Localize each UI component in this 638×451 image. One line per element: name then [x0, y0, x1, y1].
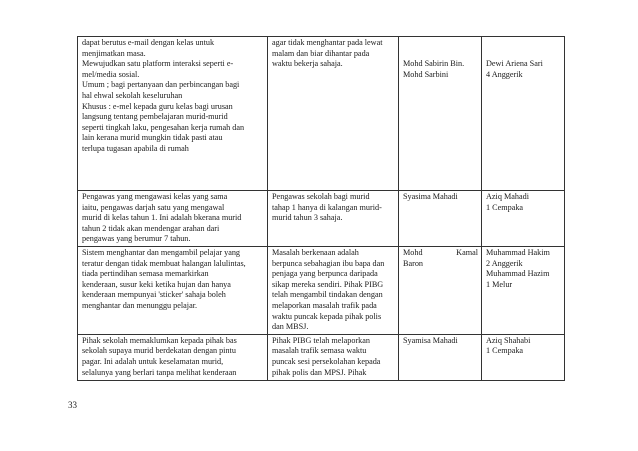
text-line: Mohd Sabirin Bin.	[403, 59, 465, 68]
text-line: dan MBSJ.	[272, 322, 309, 332]
text-line: puncak sesi persekolahan kepada	[272, 356, 381, 366]
text-line: pagar. Ini adalah untuk keselamatan murid,	[82, 356, 224, 366]
cell-description	[78, 37, 268, 191]
text-line: menghantar dan menunggu pelajar.	[82, 300, 198, 310]
text-line: agar tidak menghantar pada lewat	[272, 38, 383, 47]
text-line: pengawas yang berumur 7 tahun.	[82, 234, 191, 244]
text-line: selalunya yang berlari tanpa melihat kenderaan	[82, 367, 237, 377]
text-line: menjimatkan masa.	[82, 48, 146, 58]
text-line: Dewi Ariena Sari	[486, 59, 543, 68]
text-line: 1 Cempaka	[486, 346, 524, 356]
cell-action	[268, 191, 399, 247]
cell-description	[78, 334, 268, 380]
text-line: Sistem menghantar dan mengambil pelajar yang	[82, 248, 241, 257]
text-line: Aziq Shahabi	[486, 335, 531, 345]
text-line: teratur dengan tidak membuat halangan lalulintas,	[82, 258, 246, 268]
document-table	[77, 36, 565, 381]
cell-student	[482, 247, 565, 335]
text-line: Masalah berkenaan adalah	[272, 248, 359, 257]
cell-respondent	[399, 191, 482, 247]
cell-action	[268, 37, 399, 191]
text-line: berpunca sebahagian ibu bapa dan	[272, 258, 385, 268]
cell-respondent	[399, 37, 482, 191]
name-second: Kamal	[456, 248, 478, 257]
text-line: terlupa tugasan apabila di rumah	[82, 143, 189, 153]
text-line: melaporkan masalah trafik pada	[272, 300, 377, 310]
table-row	[78, 247, 565, 335]
cell-description	[78, 191, 268, 247]
text-line: seperti tingkah laku, pengesahan kerja rumah dan	[82, 122, 245, 132]
text-line: masalah trafik semasa waktu	[272, 346, 367, 356]
text-line: Pengawas yang mengawasi kelas yang sama	[82, 192, 228, 201]
text-line: iaitu, pengawas darjah satu yang mengawal	[82, 202, 225, 212]
table-row	[78, 334, 565, 380]
text-line: Aziq Mahadi	[486, 192, 529, 201]
text-line: 2 Anggerik	[486, 258, 523, 268]
text-line: waktu puncak kepada pihak polis	[272, 311, 382, 321]
table-row	[78, 191, 565, 247]
text-line: langsung tentang pembelajaran murid-murid	[82, 112, 228, 122]
cell-respondent	[399, 334, 482, 380]
text-line: Mewujudkan satu platform interaksi seperti e-	[82, 59, 234, 69]
text-line: Muhammad Hazim	[486, 269, 550, 279]
text-line: sikap mereka sendiri. Pihak PIBG	[272, 279, 384, 289]
text-line: pihak polis dan MPSJ. Pihak	[272, 367, 367, 377]
text-line: telah mengambil tindakan dengan	[272, 290, 383, 300]
text-line: 1 Cempaka	[486, 202, 524, 212]
page-number: 33	[68, 400, 77, 410]
text-line: kenderaan mempunyai 'sticker' sahaja boleh	[82, 290, 226, 300]
text-line: tahap 1 hanya di kalangan murid-	[272, 202, 382, 212]
text-line: 4 Anggerik	[486, 69, 523, 79]
cell-student	[482, 191, 565, 247]
text-line: lain kerana murid mungkin tidak pasti atau	[82, 133, 223, 143]
table-row	[78, 37, 565, 191]
text-line: 1 Melur	[486, 279, 513, 289]
cell-description	[78, 247, 268, 335]
text-line: hal ehwal sekolah keseluruhan	[82, 90, 183, 100]
text-line: mel/media sosial.	[82, 69, 140, 79]
text-line: kenderaan, susur keki ketika hujan dan hanya	[82, 279, 231, 289]
text-line: tahun 2 tidak akan mendengar arahan dari	[82, 223, 220, 233]
cell-respondent	[399, 247, 482, 335]
cell-action	[268, 247, 399, 335]
text-line: Syasima Mahadi	[403, 192, 458, 201]
cell-student	[482, 37, 565, 191]
text-line: Khusus : e-mel kepada guru kelas bagi urusan	[82, 101, 233, 111]
text-line: Baron	[403, 258, 424, 268]
text-line: Mohd Sarbini	[403, 69, 449, 79]
text-line: sekolah supaya murid berdekatan dengan pintu	[82, 346, 236, 356]
text-line: tiada pertindihan semasa memarkirkan	[82, 269, 209, 279]
text-line: malam dan biar dihantar pada	[272, 48, 370, 58]
text-line: penjaga yang berpunca daripada	[272, 269, 378, 279]
name-first: Mohd	[403, 248, 423, 257]
text-line: dapat berutus e-mail dengan kelas untuk	[82, 38, 215, 47]
cell-student	[482, 334, 565, 380]
text-line: Syamisa Mahadi	[403, 335, 458, 345]
text-line: Pihak PIBG telah melaporkan	[272, 335, 371, 345]
text-line: Umum ; bagi pertanyaan dan perbincangan bagi	[82, 80, 240, 90]
text-line: murid di kelas tahun 1. Ini adalah bkerana murid	[82, 213, 242, 223]
text-line: Pihak sekolah memaklumkan kepada pihak bas	[82, 335, 237, 345]
text-line: murid tahun 3 sahaja.	[272, 213, 343, 223]
cell-action	[268, 334, 399, 380]
text-line	[403, 248, 478, 259]
text-line: Muhammad Hakim	[486, 248, 550, 257]
text-line: Pengawas sekolah bagi murid	[272, 192, 370, 201]
text-line: waktu bekerja sahaja.	[272, 59, 343, 69]
